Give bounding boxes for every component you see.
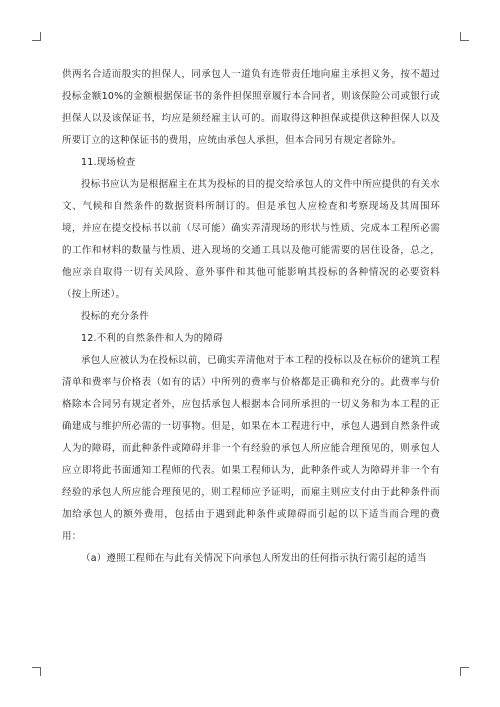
paragraph-site-inspection: 投标书应认为是根据雇主在其为投标的目的提交给承包人的文件中所应提供的有关水文、气候和自然条件的数据资料所制订的。但是承包人应检查和考察现场及其周围环境，并应在提交投标书以前（尽可能）确实弄清现场的形状与性质、完成本工程所必需的工作和材料的数量与性质、进入现场的交通工具以及他可能需要的居住设备，总之，他应亲自取得一切有关风险、意外事件和其他可能影响其投标的各种情况的必要资料（按上所述）。 (62, 179, 440, 300)
document-body (62, 64, 440, 570)
paragraph-item-a: （a）遵照工程师在与此有关情况下向承包人所发出的任何指示执行需引起的适当 (81, 553, 427, 564)
section-heading-site-inspection: 11.现场检查 (81, 157, 136, 168)
paragraph-guarantee: 供两名合适而殷实的担保人，同承包人一道负有连带责任地向雇主承担义务，按不超过投标金额10%的金额根据保证书的条件担保照章履行本合同者，则该保险公司或银行或担保人以及该保证书，均应是须经雇主认可的。而取得这种担保或提供这种担保人以及所要订立的这种保证书的费用，应统由承包人承担，但本合同另有规定者除外。 (62, 69, 440, 146)
crop-mark-bottom-left (32, 667, 41, 676)
paragraph-adverse-conditions: 承包人应被认为在投标以前，已确实弄清他对于本工程的投标以及在标价的建筑工程清单和费率与价格表（如有的话）中所列的费率与价格都是正确和充分的。此费率与价格除本合同另有规定者外，应包括承包人根据本合同所承担的一切义务和为本工程的正确建成与维护所必需的一切事物。但是，如果在本工程进行中，承包人遇到自然条件或人为的障碍，而此种条件或障碍并非一个有经验的承包人所应能合理预见的，则承包人应立即将此书面通知工程师的代表。如果工程师认为，此种条件或人为障碍并非一个有经验的承包人所应能合理预见的，则工程师应予证明，而雇主则应支付由于此种条件而加给承包人的额外费用，包括由于遇到此种条件或障碍而引起的以下适当而合理的费用： (62, 355, 440, 542)
crop-mark-top-left (32, 32, 41, 41)
crop-mark-bottom-right (460, 667, 469, 676)
section-heading-tender-sufficiency: 投标的充分条件 (81, 311, 149, 322)
crop-mark-top-right (460, 32, 469, 41)
section-heading-adverse-conditions: 12.不利的自然条件和人为的障碍 (81, 333, 223, 344)
